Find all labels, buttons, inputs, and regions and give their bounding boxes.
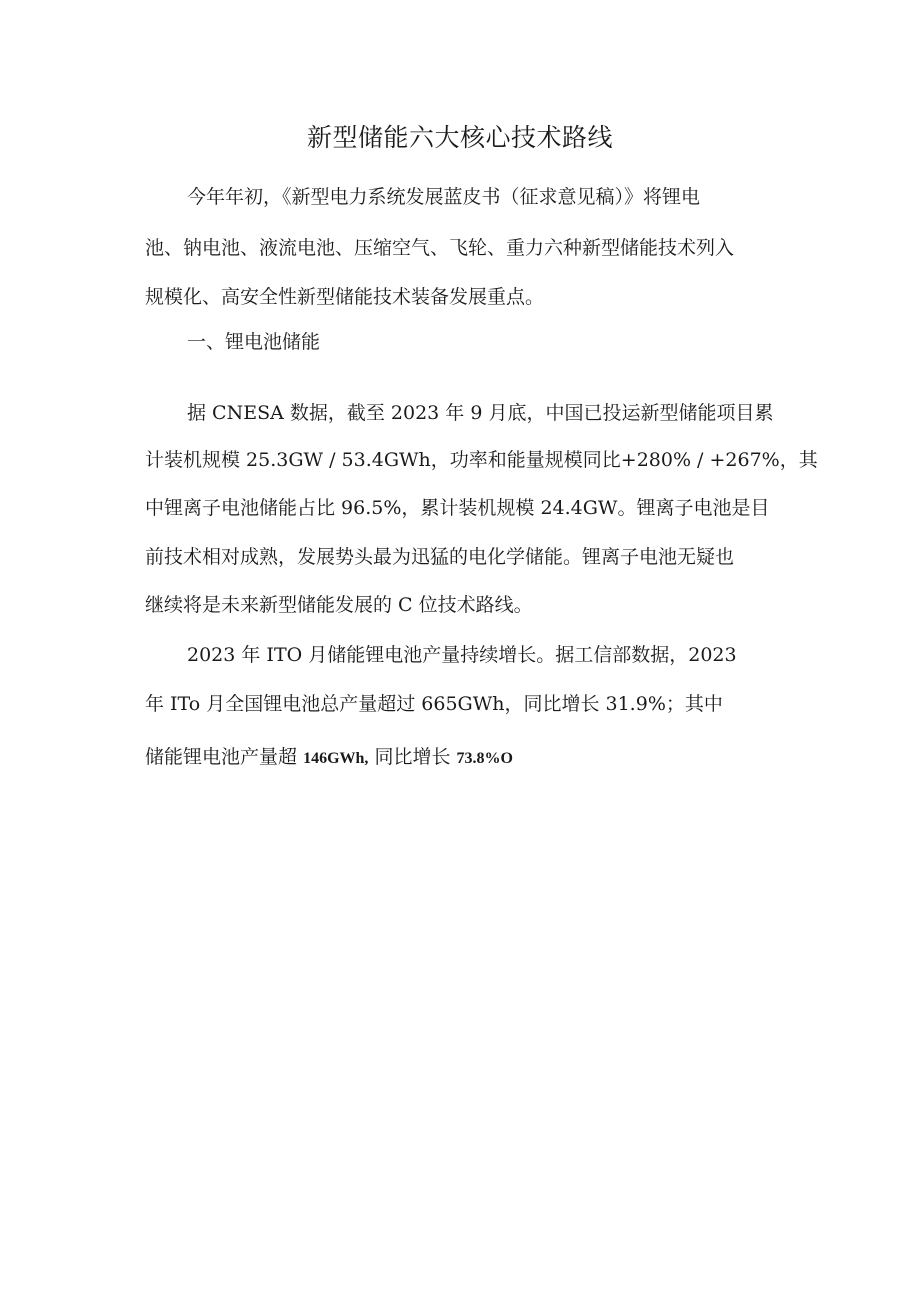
para3-line-3 (145, 742, 785, 774)
intro-line-3: 规模化、高安全性新型储能技术装备发展重点。 (145, 286, 545, 308)
para3-line-3-text-a: 储能锂电池产量超 (145, 746, 298, 768)
para2-line-1: 据 CNESA 数据，截至 2023 年 9 月底，中国已投运新型储能项目累 (187, 402, 774, 424)
para2-line-5: 继续将是未来新型储能发展的 C 位技术路线。 (145, 594, 533, 616)
para3-line-3-value-gwh: 146GWh, (303, 750, 369, 767)
document-title: 新型储能六大核心技术路线 (306, 123, 613, 152)
para2-line-3: 中锂离子电池储能占比 96.5%，累计装机规模 24.4GW。锂离子电池是目 (145, 497, 770, 519)
para3-line-3-text-c: 同比增长 (374, 746, 451, 768)
intro-line-2: 池、钠电池、液流电池、压缩空气、飞轮、重力六种新型储能技术列入 (145, 237, 735, 259)
para2-line-4: 前技术相对成熟，发展势头最为迅猛的电化学储能。锂离子电池无疑也 (145, 546, 735, 568)
section-heading-lithium: 一、锂电池储能 (187, 331, 321, 353)
intro-line-1: 今年年初，《新型电力系统发展蓝皮书（征求意见稿）》将锂电 (187, 186, 701, 208)
para3-line-2: 年 ITo 月全国锂电池总产量超过 665GWh，同比增长 31.9%；其中 (145, 693, 723, 715)
para2-line-2: 计装机规模 25.3GW / 53.4GWh，功率和能量规模同比+280% / +267%，其 (145, 449, 818, 471)
para3-line-3-value-pct: 73.8%O (456, 750, 513, 767)
para3-line-1: 2023 年 ITO 月储能锂电池产量持续增长。据工信部数据，2023 (187, 644, 737, 666)
